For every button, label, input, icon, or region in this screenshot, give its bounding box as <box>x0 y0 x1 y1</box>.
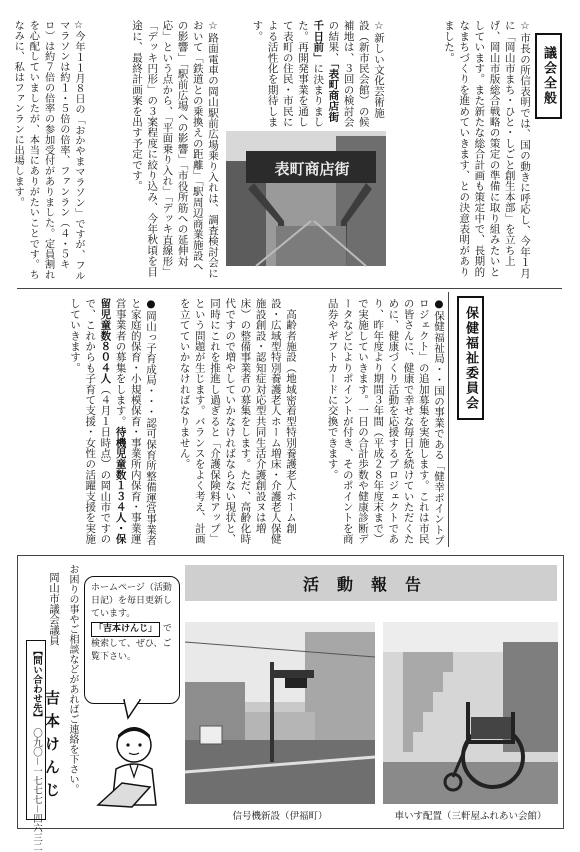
hoken-paragraph-2: 高齢者施設（地域密着型特別養護老人ホーム創設・広域型特別養護老人ホーム増床・介護老人保健施設創設・認知症対応型共同生活介護創設ヌは増床）の整備事業者の募集をします。ただ、高齢化時代ですので増やしていかなければならない現状と、同時にこれを推進し過ぎると「介護保険料アップ」という問題が生じます。バランスをよく考え、計画を立てていかなければなりません。 <box>178 298 297 545</box>
bubble-text-1: ホームページ（活動日記）を毎日更新しています。 <box>91 583 173 619</box>
gikai-paragraph-1: ☆市長の所信表明では、国の動きに呼応し、今年１月に「岡山市まち・ひと・しごと創生本部」を立ち上げ、岡山市版総合戦略の策定の準備に取り組みたいとしています。また新たな総合計画も策定中で、長期的なまちづくりを進めていきます、との決意表明がありました。 <box>442 20 531 279</box>
gikai-paragraph-4: ☆今年１１月８日の「おかやまマラソン」ですが、フルマラソンは約１・５倍の倍率、ファンラン（４・５キロ）は約７倍の倍率の参加受付がありました。定員割れを心配していましたが、本当にありがたいことです。ちなみに、私はファンランに出場します。 <box>12 20 84 281</box>
wheelchair-photo <box>383 622 558 804</box>
arcade-sign-text: 表町商店街 <box>274 160 350 178</box>
arcade-photo <box>226 131 386 266</box>
bubble-tail <box>120 700 144 720</box>
bubble-keyword: 「吉本けんじ」 <box>91 622 160 637</box>
hoken-p3-highlight: 待機児童数１３４人・保留児童数８０４人 <box>99 298 127 545</box>
hoken-p3-text-a: ●岡山っ子育成局・・・認可保育所整備運営事業者と家庭的保育・小規模保育・事業所内保育・事業運営事業者の募集をします。 <box>114 298 157 546</box>
contact-label: 【問い合わせ先】 <box>31 646 42 722</box>
bubble-text-2: で検索して、ぜひ、ご覧下さい。 <box>91 624 172 662</box>
hoken-paragraph-3 <box>20 298 158 546</box>
wheelchair-photo-illustration <box>383 622 558 804</box>
photo1-caption: 信号機新設（伊福町） <box>232 811 328 822</box>
org-title: 岡山市議会議員 <box>48 572 60 646</box>
gikai-paragraph-3: ☆路面電車の岡山駅前広場乗り入れは、調査検討会において「鉄道との乗換えの距離」「駅周辺商業施設への影響」「駅前広場への影響」「市役所筋への延伸対応」という点から、「平面乗り入れ」「デッキ直線形」「デッキ円形」の３案程度に絞り込み、今年秋頃を目途に、最終計画案を出す予定です。 <box>130 20 219 279</box>
hoken-p3-text-b: （４月１日時点）の岡山市ですので、これからも子育て支援・女性の活躍支援を実施していきます。 <box>68 298 112 545</box>
hoken-paragraph-1: ●保健福祉局・・国の事業である「健幸ポイントプロジェクト」の追加募集を実施します。これは市民の皆さんに、健康で幸せな毎日を続けていただくために、健康づくり活動を応援するプロジェクトであり、昨年度より期間３年間（平成２８年度末まで）で実施していきます。一日の合計歩数や健康診断データなどによりポイントが付き、そのポイントを商品券やギフトカードに交換できます。 <box>326 298 445 546</box>
arcade-photo-illustration <box>226 131 386 266</box>
traffic-signal-photo <box>185 622 375 804</box>
gikai-p2-text-a: ☆新しい文化芸術施設（新市民会館）の候補地は、３回の検討会の結果、 <box>327 20 385 127</box>
gikai-paragraph-4-continued <box>486 298 560 543</box>
section-badge-hoken: 保健福祉委員会 <box>457 296 484 420</box>
person-with-laptop-icon <box>92 725 170 807</box>
gikai-paragraph-2 <box>226 20 386 128</box>
section-badge-gikai: 議会全般 <box>535 33 562 119</box>
activity-report-banner: 活動報告 <box>185 565 557 601</box>
section-divider <box>17 288 562 289</box>
phone-number: 〇九〇－一七七七－四六三二 <box>31 728 42 852</box>
homepage-bubble <box>84 576 180 704</box>
gikai-p2-highlight: 「表町商店街千日前」 <box>312 20 340 122</box>
gikai-p2-text-b: に決まりました。再開発事業を通して表町の住民・市民による活性化を期待します。 <box>251 20 325 128</box>
councilor-name: 吉本けんじ <box>43 690 61 805</box>
traffic-signal-photo-illustration <box>185 622 375 804</box>
column-divider <box>448 292 449 547</box>
consult-text: お困りの事やご相談などがあればご連絡を下さい。 <box>67 564 78 794</box>
photo2-caption: 車いす配置（三軒屋ふれあい会館） <box>394 811 547 822</box>
